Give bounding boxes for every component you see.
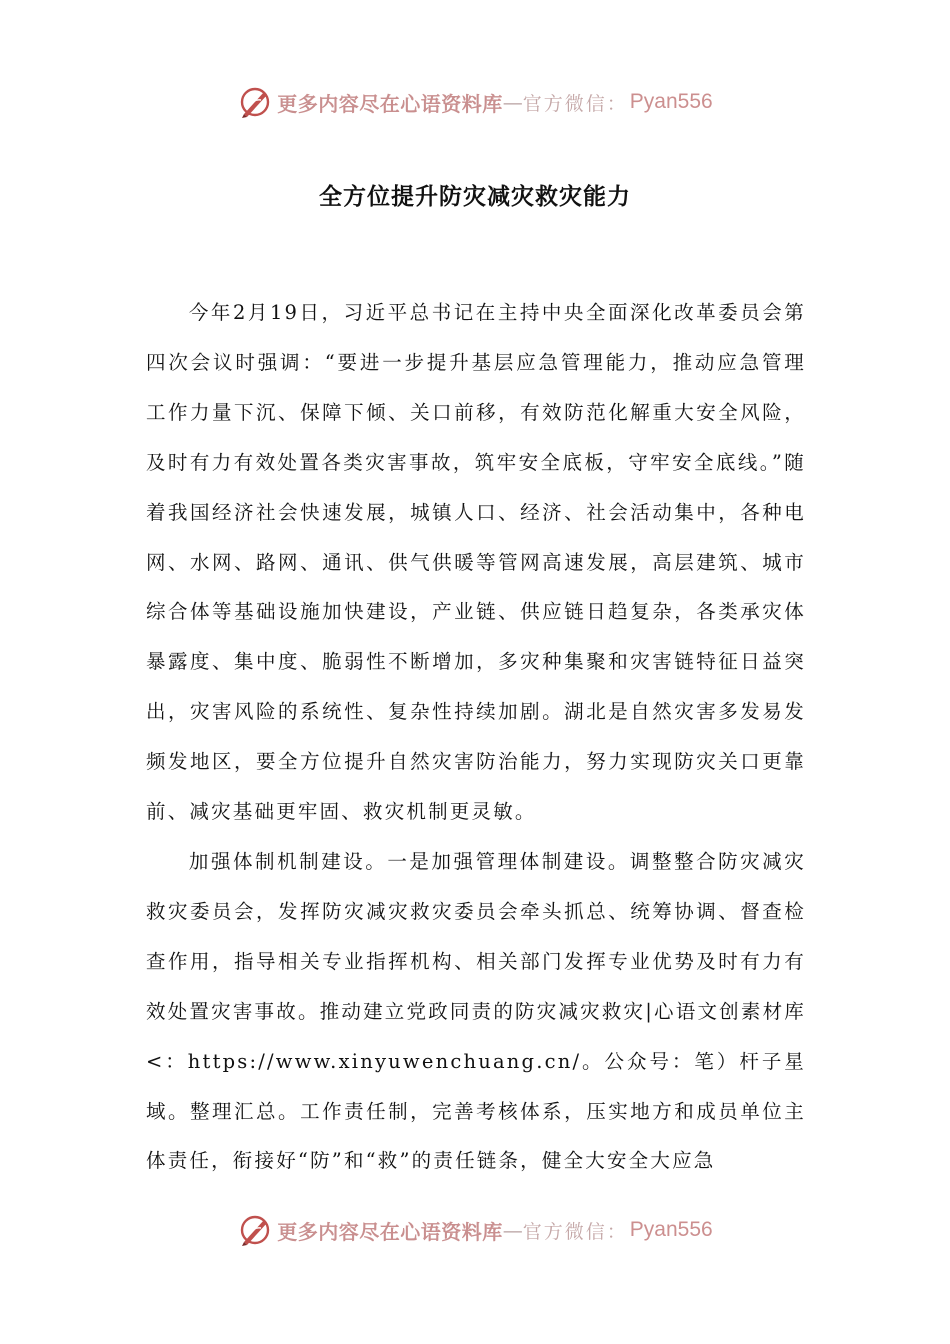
document-body <box>146 288 806 1186</box>
header-banner <box>0 80 950 124</box>
wechat-label: 官方微信： <box>522 1220 628 1243</box>
wechat-label: 官方微信： <box>522 92 628 115</box>
pen-logo-icon <box>237 1212 273 1248</box>
banner-dash: — <box>502 1218 523 1242</box>
site-name: 更多内容尽在心语资料库 <box>277 1219 503 1244</box>
document-title: 全方位提升防灾减灾救灾能力 <box>319 184 631 210</box>
footer-banner <box>0 1208 950 1252</box>
wechat-id: Pyan556 <box>629 90 713 113</box>
paragraph-1: 今年2月19日，习近平总书记在主持中央全面深化改革委员会第四次会议时强调：“要进一步提升基层应急管理能力，推动应急管理工作力量下沉、保障下倾、关口前移，有效防范化解重大安全风险，及时有力有效处置各类灾害事故，筑牢安全底板，守牢安全底线。”随着我国经济社会快速发展，城镇人口、经济、社会活动集中，各种电网、水网、路网、通讯、供气供暖等管网高速发展，高层建筑、城市综合体等基础设施加快建设，产业链、供应链日趋复杂，各类承灾体暴露度、集中度、脆弱性不断增加，多灾种集聚和灾害链特征日益突出，灾害风险的系统性、复杂性持续加剧。湖北是自然灾害多发易发频发地区，要全方位提升自然灾害防治能力，努力实现防灾关口更靠前、减灾基础更牢固、救灾机制更灵敏。 <box>146 301 806 824</box>
paragraph-2: 加强体制机制建设。一是加强管理体制建设。调整整合防灾减灾救灾委员会，发挥防灾减灾救灾委员会牵头抓总、统筹协调、督查检查作用，指导相关专业指挥机构、相关部门发挥专业优势及时有力有效处置灾害事故。推动建立党政同责的防灾减灾救灾|心语文创素材库<：https://www.xinyuwenchuang.cn/。公众号：笔）杆子星域。整理汇总。工作责任制，完善考核体系，压实地方和成员单位主体责任，衔接好“防”和“救”的责任链条，健全大安全大应急 <box>146 849 806 1173</box>
wechat-id: Pyan556 <box>629 1218 713 1241</box>
pen-logo-icon <box>237 84 273 120</box>
site-name: 更多内容尽在心语资料库 <box>277 91 503 116</box>
banner-dash: — <box>502 90 523 114</box>
